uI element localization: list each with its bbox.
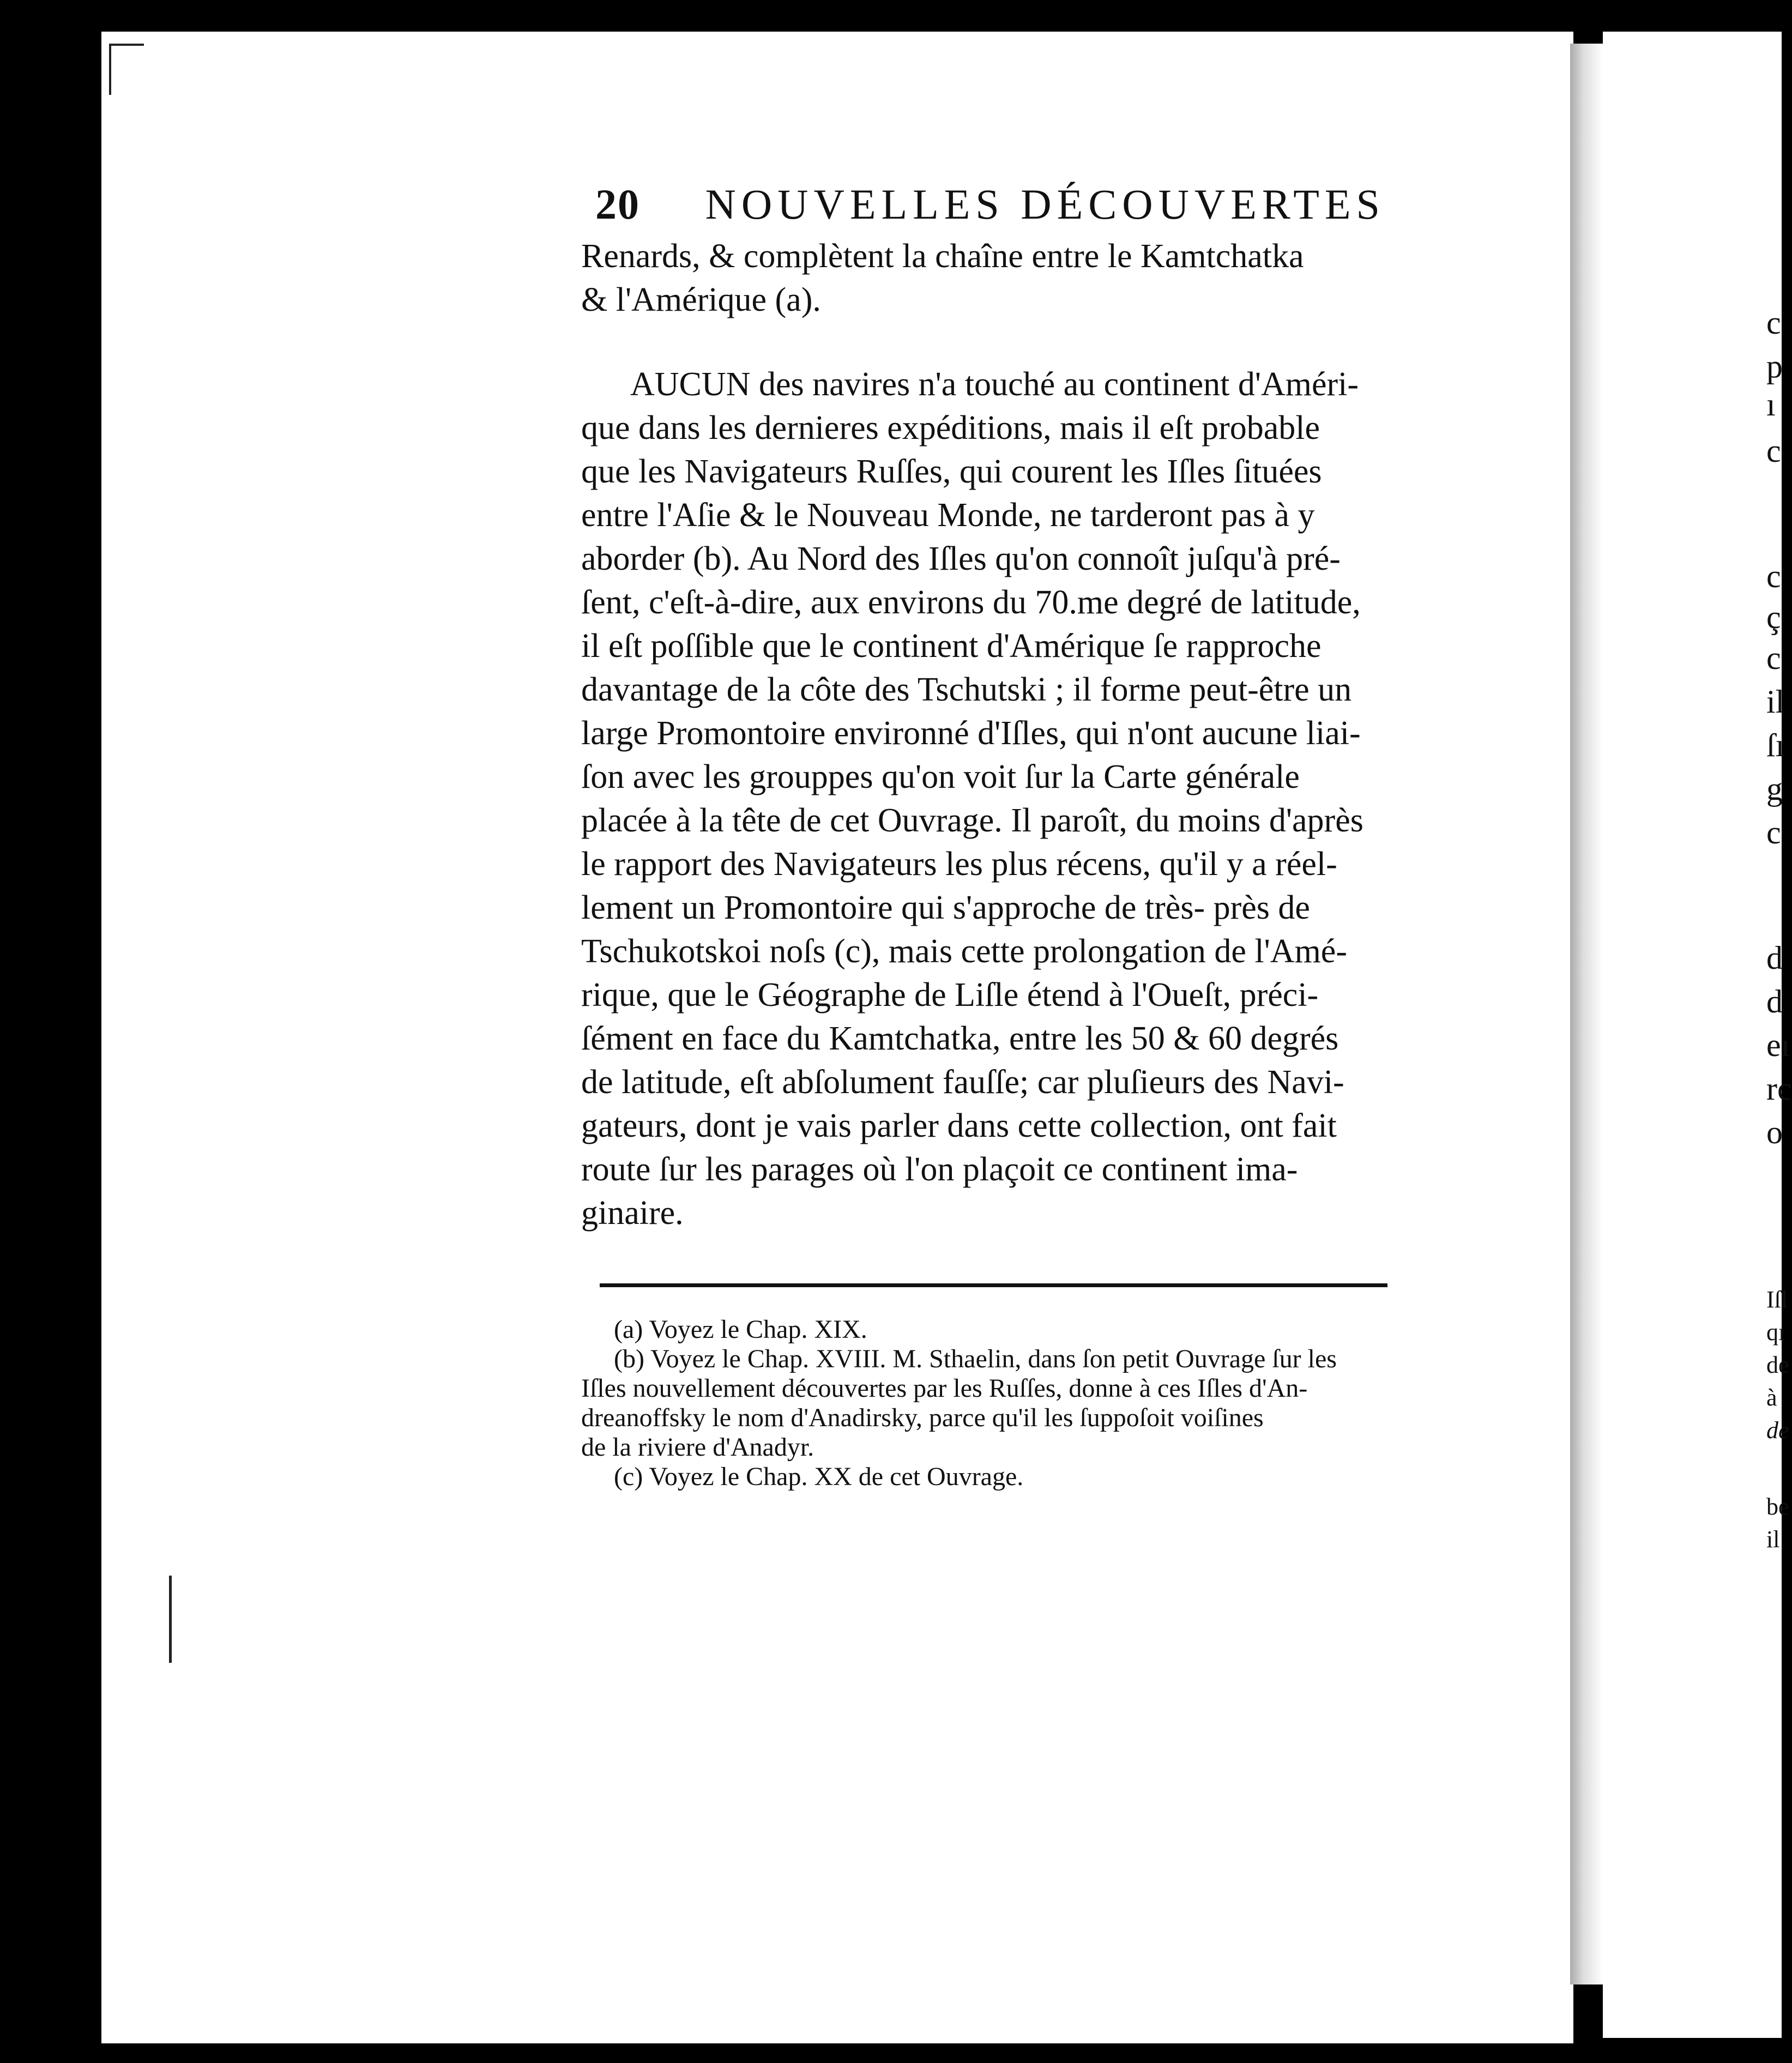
next-page-fragment: c <box>1766 305 1781 341</box>
next-page-fragment: p <box>1766 348 1783 384</box>
next-page-fragment: à <box>1766 1384 1777 1411</box>
text-line: Tschukotskoi noſs (c), mais cette prolongation de l'Amé- <box>581 933 1347 970</box>
footnote-b: (b) Voyez le Chap. XVIII. M. Sthaelin, dans ſon petit Ouvrage ſur les <box>614 1344 1337 1373</box>
next-page-fragment: c <box>1766 640 1781 676</box>
text-line: il eſt poſſible que le continent d'Amérique ſe rapproche <box>581 628 1322 665</box>
footnote-b-cont: de la riviere d'Anadyr. <box>581 1433 814 1462</box>
footnote-rule <box>600 1283 1387 1287</box>
text-line: entre l'Aſie & le Nouveau Monde, ne tarderont pas à y <box>581 497 1315 534</box>
page-header <box>595 180 1424 229</box>
next-page-fragment: ſı <box>1766 727 1785 763</box>
book-gutter <box>1570 44 1603 1984</box>
next-page-fragment: de <box>1766 1417 1789 1444</box>
main-paragraph <box>581 363 1415 1235</box>
next-page-fragment: de <box>1766 1352 1789 1378</box>
footnote-b-cont: dreanoffsky le nom d'Anadirsky, parce qu'il les ſuppoſoit voiſines <box>581 1403 1264 1432</box>
text-line: ginaire. <box>581 1195 684 1232</box>
text-line: davantage de la côte des Tschutski ; il forme peut-être un <box>581 671 1352 708</box>
text-line: le rapport des Navigateurs les plus récens, qu'il y a réel- <box>581 846 1337 883</box>
next-page-fragment: il <box>1766 684 1785 720</box>
running-title: NOUVELLES DÉCOUVERTES <box>705 180 1385 228</box>
next-page-fragment: be <box>1766 1493 1789 1520</box>
next-page-fragment: d <box>1766 940 1783 976</box>
footnote-a: (a) Voyez le Chap. XIX. <box>614 1315 867 1344</box>
text-line: Renards, & complètent la chaîne entre le Kamtchatka <box>581 238 1304 275</box>
text-line: AUCUN des navires n'a touché au continent d'Améri- <box>630 366 1359 403</box>
page-number: 20 <box>595 180 640 228</box>
text-line: large Promontoire environné d'Iſles, qui n'ont aucune liai- <box>581 715 1361 752</box>
text-line: ſément en face du Kamtchatka, entre les 50 & 60 degrés <box>581 1020 1339 1057</box>
footnote-b-cont: Iſles nouvellement découvertes par les Ruſſes, donne à ces Iſles d'An- <box>581 1374 1308 1403</box>
text-line: lement un Promontoire qui s'approche de très- près de <box>581 889 1310 926</box>
margin-mark <box>169 1576 172 1663</box>
next-page-fragment: c <box>1766 558 1781 594</box>
next-page-fragment: Iſl <box>1766 1286 1788 1313</box>
text-line: gateurs, dont je vais parler dans cette collection, ont fait <box>581 1107 1337 1144</box>
next-page-fragment: c <box>1766 815 1781 850</box>
next-page-fragment: o <box>1766 1114 1783 1150</box>
text-line: placée à la tête de cet Ouvrage. Il paroît, du moins d'après <box>581 802 1363 839</box>
page-edges <box>109 44 144 95</box>
next-page-fragment: ı <box>1766 387 1776 423</box>
intro-text <box>581 234 1415 322</box>
footnote-c: (c) Voyez le Chap. XX de cet Ouvrage. <box>614 1462 1024 1491</box>
text-line: de latitude, eſt abſolument fauſſe; car pluſieurs des Navi- <box>581 1064 1344 1101</box>
text-line: que dans les dernieres expéditions, mais il eſt probable <box>581 409 1320 447</box>
text-line: route ſur les parages où l'on plaçoit ce continent ima- <box>581 1151 1298 1188</box>
text-line: rique, que le Géographe de Liſle étend à l'Oueſt, préci- <box>581 976 1319 1014</box>
next-page-edge <box>1603 32 1792 2038</box>
next-page-fragment: il <box>1766 1526 1780 1553</box>
next-page-fragment: eı <box>1766 1027 1790 1063</box>
footnotes <box>581 1315 1399 1492</box>
text-line: ſent, c'eſt-à-dire, aux environs du 70.me degré de latitude, <box>581 584 1361 621</box>
text-line: que les Navigateurs Ruſſes, qui courent les Iſles ſituées <box>581 453 1322 490</box>
next-page-fragment: g <box>1766 771 1783 807</box>
next-page-fragment: d <box>1766 984 1783 1020</box>
next-page-fragment: c <box>1766 433 1781 469</box>
next-page-fragment: rc <box>1766 1071 1792 1107</box>
text-line: aborder (b). Au Nord des Iſles qu'on connoît juſqu'à pré- <box>581 540 1341 577</box>
text-line: & l'Amérique (a). <box>581 281 821 318</box>
next-page-fragment: qı <box>1766 1319 1785 1346</box>
text-line: ſon avec les grouppes qu'on voit ſur la Carte générale <box>581 758 1300 795</box>
next-page-fragment: ç <box>1766 599 1781 635</box>
